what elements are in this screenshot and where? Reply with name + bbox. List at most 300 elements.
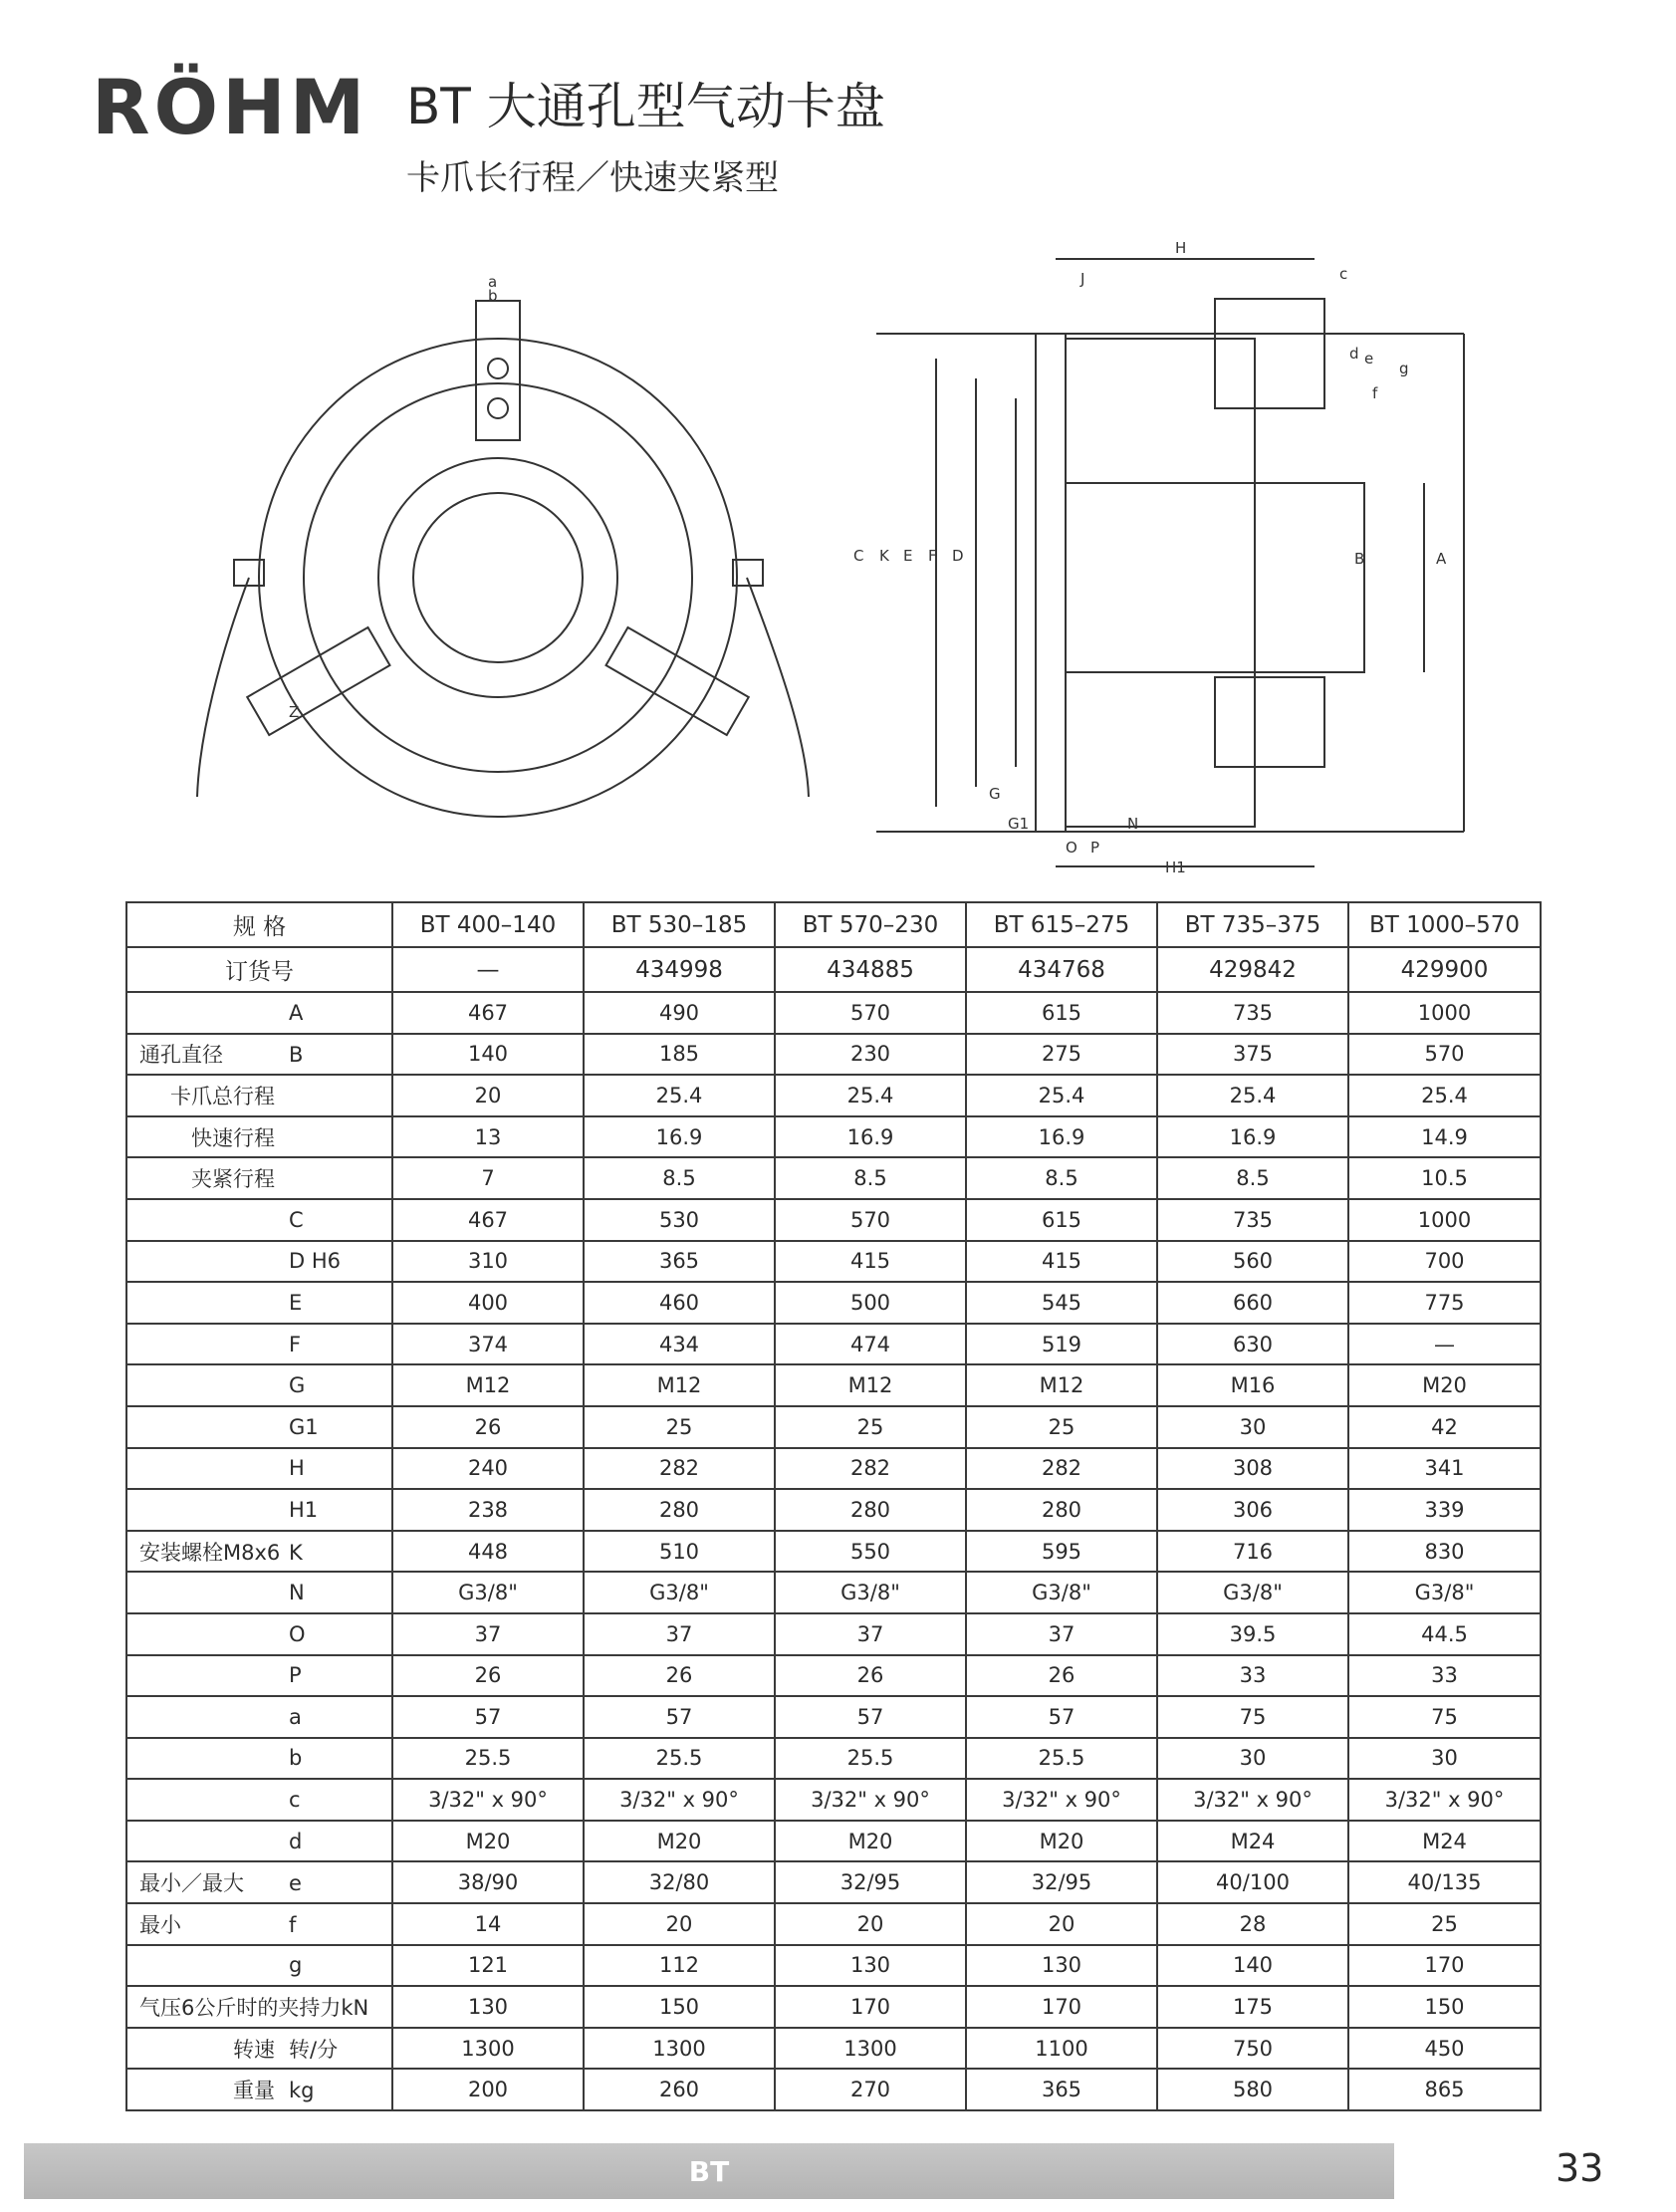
table-cell: M12 [584,1364,775,1406]
table-cell: 8.5 [775,1157,966,1199]
table-cell: 16.9 [1157,1116,1348,1158]
table-cell: 140 [392,1034,584,1076]
table-cell: M20 [1348,1364,1541,1406]
side-jaw-bottom [1215,677,1324,767]
row-label [126,1903,392,1945]
side-body [1066,339,1255,827]
table-cell: 716 [1157,1531,1348,1573]
label-O: O [1066,839,1077,857]
table-cell: 280 [584,1489,775,1531]
table-cell: 140 [1157,1945,1348,1987]
row-symbol: G1 [289,1414,319,1439]
table-row [126,1738,1541,1780]
label-E: E [903,547,913,565]
row-symbol: H [289,1456,305,1481]
table-cell: 75 [1157,1696,1348,1738]
table-cell: 20 [966,1903,1157,1945]
table-cell: M12 [392,1364,584,1406]
table-cell: 660 [1157,1282,1348,1324]
footer-bar [24,2143,1394,2199]
table-cell: 270 [775,2069,966,2110]
table-cell: 25.4 [966,1075,1157,1116]
table-cell: 33 [1348,1655,1541,1697]
table-header-row [126,902,1541,947]
table-cell: 14 [392,1903,584,1945]
table-cell: 1100 [966,2028,1157,2070]
row-symbol: N [289,1581,305,1605]
label-c: c [1339,265,1348,283]
table-cell: — [1348,1324,1541,1365]
side-jaw-top [1215,299,1324,408]
label-a: a [488,273,498,291]
row-label-text: 通孔直径 [139,1043,223,1068]
table-cell: 16.9 [584,1116,775,1158]
row-label-text: 最小／最大 [139,1871,244,1896]
table-row [126,1324,1541,1365]
table-row [126,1655,1541,1697]
row-label [126,1696,392,1738]
table-cell: 30 [1348,1738,1541,1780]
row-symbol: f [289,1912,297,1937]
table-cell: 57 [392,1696,584,1738]
footer-section: BT [688,2155,730,2188]
table-cell: 8.5 [966,1157,1157,1199]
table-cell: 25 [584,1406,775,1448]
table-cell: G3/8" [392,1572,584,1613]
row-symbol: e [289,1871,302,1896]
table-cell: 25 [1348,1903,1541,1945]
spec-table [125,901,1542,2111]
table-row [126,1945,1541,1987]
label-A: A [1436,550,1447,568]
table-cell: 615 [966,992,1157,1034]
row-label-text: 卡爪总行程 [170,1084,275,1108]
table-cell: 415 [966,1241,1157,1283]
table-cell: 170 [966,1986,1157,2028]
table-row [126,1489,1541,1531]
table-row [126,1241,1541,1283]
table-cell: M24 [1157,1821,1348,1862]
table-cell: 865 [1348,2069,1541,2110]
row-label-text: 转速 [233,2037,275,2062]
table-cell: 415 [775,1241,966,1283]
table-cell: 39.5 [1157,1613,1348,1655]
order-number: 429900 [1348,947,1541,992]
order-number-row [126,947,1541,992]
table-cell: 26 [392,1655,584,1697]
table-cell: 121 [392,1945,584,1987]
table-cell: 570 [1348,1034,1541,1076]
table-cell: 3/32" x 90° [392,1779,584,1821]
row-label [126,1531,392,1573]
table-cell: 530 [584,1199,775,1241]
row-label [126,1075,392,1116]
row-label [126,1241,392,1283]
label-H1: H1 [1165,859,1186,876]
table-cell: 44.5 [1348,1613,1541,1655]
row-symbol: d [289,1829,303,1853]
table-cell: G3/8" [966,1572,1157,1613]
table-cell: 238 [392,1489,584,1531]
order-label: 订货号 [126,947,392,992]
label-J: J [1080,270,1085,288]
model-cell: BT 400–140 [392,902,584,947]
row-symbol: P [289,1663,302,1688]
table-cell: 374 [392,1324,584,1365]
label-B: B [1354,550,1365,568]
table-cell: 33 [1157,1655,1348,1697]
table-cell: 595 [966,1531,1157,1573]
table-cell: M20 [392,1821,584,1862]
table-cell: 434 [584,1324,775,1365]
table-row [126,2028,1541,2070]
row-label [126,1572,392,1613]
row-symbol: D H6 [289,1249,341,1274]
table-cell: 37 [584,1613,775,1655]
row-label [126,1986,392,2028]
row-label [126,1406,392,1448]
table-cell: 3/32" x 90° [1348,1779,1541,1821]
side-bore [1066,483,1364,672]
table-cell: 26 [392,1406,584,1448]
table-cell: M16 [1157,1364,1348,1406]
table-cell: 570 [775,992,966,1034]
row-label-text: 夹紧行程 [191,1167,275,1192]
table-cell: G3/8" [1348,1572,1541,1613]
table-cell: 40/135 [1348,1861,1541,1903]
row-label-text: 气压6公斤时的夹持力 [139,1996,342,2021]
row-symbol: kN [341,1996,369,2021]
row-symbol: kg [289,2079,315,2103]
table-row [126,2069,1541,2110]
table-cell: 25.5 [584,1738,775,1780]
table-cell: 37 [966,1613,1157,1655]
table-cell: 630 [1157,1324,1348,1365]
table-cell: 130 [392,1986,584,2028]
side-front-flange [1036,334,1066,832]
table-cell: 500 [775,1282,966,1324]
table-cell: G3/8" [1157,1572,1348,1613]
table-cell: 280 [966,1489,1157,1531]
table-cell: 130 [966,1945,1157,1987]
model-cell: BT 735–375 [1157,902,1348,947]
model-cell: BT 615–275 [966,902,1157,947]
table-row [126,1779,1541,1821]
table-cell: 25.4 [1348,1075,1541,1116]
table-cell: M20 [584,1821,775,1862]
table-cell: 25.4 [775,1075,966,1116]
table-cell: 375 [1157,1034,1348,1076]
table-cell: 32/95 [966,1861,1157,1903]
table-row [126,1821,1541,1862]
model-cell: BT 530–185 [584,902,775,947]
row-symbol: K [289,1540,303,1565]
table-cell: 14.9 [1348,1116,1541,1158]
table-cell: 16.9 [966,1116,1157,1158]
table-cell: 282 [775,1448,966,1490]
air-hose-right [747,578,809,797]
row-label [126,1282,392,1324]
table-cell: 448 [392,1531,584,1573]
table-cell: 3/32" x 90° [775,1779,966,1821]
order-number: 434998 [584,947,775,992]
table-row [126,1572,1541,1613]
table-cell: 170 [775,1986,966,2028]
table-cell: 735 [1157,992,1348,1034]
table-cell: 775 [1348,1282,1541,1324]
table-cell: 26 [584,1655,775,1697]
table-cell: 185 [584,1034,775,1076]
table-cell: 750 [1157,2028,1348,2070]
row-label-text: 安装螺栓M8x6 [139,1540,281,1565]
table-cell: 57 [584,1696,775,1738]
table-row [126,1282,1541,1324]
table-row [126,1903,1541,1945]
row-label [126,1655,392,1697]
row-label [126,1199,392,1241]
chuck-outer-ring [259,339,737,817]
table-cell: 7 [392,1157,584,1199]
row-symbol: g [289,1953,303,1978]
label-K: K [879,547,889,565]
header-label: 规 格 [126,902,392,947]
row-symbol: c [289,1788,301,1813]
through-hole [413,493,583,662]
table-cell: 474 [775,1324,966,1365]
page-number: 33 [1556,2146,1604,2190]
table-cell: 306 [1157,1489,1348,1531]
table-cell: 310 [392,1241,584,1283]
table-cell: G3/8" [584,1572,775,1613]
table-cell: 8.5 [1157,1157,1348,1199]
table-cell: 40/100 [1157,1861,1348,1903]
table-cell: 25.5 [775,1738,966,1780]
table-cell: 280 [775,1489,966,1531]
table-row [126,1531,1541,1573]
brand-logo: RÖHM [92,63,369,151]
label-d: d [1349,345,1359,363]
row-label [126,1861,392,1903]
table-cell: G3/8" [775,1572,966,1613]
chuck-body [304,383,692,772]
table-cell: 700 [1348,1241,1541,1283]
table-cell: 560 [1157,1241,1348,1283]
air-hose-left [197,578,249,797]
table-cell: 57 [966,1696,1157,1738]
page-title: BT 大通孔型气动卡盘 [406,78,885,135]
table-cell: 20 [775,1903,966,1945]
table-cell: 175 [1157,1986,1348,2028]
table-cell: 1300 [392,2028,584,2070]
model-cell: BT 1000–570 [1348,902,1541,947]
table-cell: 240 [392,1448,584,1490]
table-cell: 275 [966,1034,1157,1076]
table-cell: 545 [966,1282,1157,1324]
table-cell: 25.4 [584,1075,775,1116]
model-cell: BT 570–230 [775,902,966,947]
table-cell: 308 [1157,1448,1348,1490]
table-row [126,1034,1541,1076]
row-symbol: A [289,1000,304,1025]
table-cell: 519 [966,1324,1157,1365]
table-cell: M20 [966,1821,1157,1862]
table-cell: 3/32" x 90° [966,1779,1157,1821]
table-cell: M12 [775,1364,966,1406]
table-cell: 28 [1157,1903,1348,1945]
table-cell: 341 [1348,1448,1541,1490]
row-symbol: C [289,1207,304,1232]
table-cell: 365 [966,2069,1157,2110]
row-symbol: 转/分 [289,2037,339,2062]
table-row [126,1696,1541,1738]
table-cell: 10.5 [1348,1157,1541,1199]
table-row [126,1116,1541,1158]
label-F: F [928,547,937,565]
table-cell: 490 [584,992,775,1034]
row-symbol: G [289,1373,306,1398]
row-label-text: 快速行程 [191,1125,275,1150]
table-cell: 230 [775,1034,966,1076]
order-number: 434768 [966,947,1157,992]
table-cell: 615 [966,1199,1157,1241]
row-symbol: E [289,1290,303,1315]
table-cell: 112 [584,1945,775,1987]
row-label [126,1034,392,1076]
label-C: C [853,547,864,565]
table-cell: 75 [1348,1696,1541,1738]
table-cell: 1300 [775,2028,966,2070]
row-label [126,1116,392,1158]
row-label [126,1613,392,1655]
table-row [126,1613,1541,1655]
table-cell: 13 [392,1116,584,1158]
table-cell: 32/95 [775,1861,966,1903]
table-cell: 282 [966,1448,1157,1490]
label-P: P [1090,839,1100,857]
row-label [126,2069,392,2110]
table-cell: 1000 [1348,1199,1541,1241]
table-cell: 25.5 [966,1738,1157,1780]
table-cell: 3/32" x 90° [584,1779,775,1821]
label-f: f [1372,384,1378,402]
table-row [126,1406,1541,1448]
table-cell: 580 [1157,2069,1348,2110]
table-cell: 32/80 [584,1861,775,1903]
table-cell: 57 [775,1696,966,1738]
table-cell: 37 [392,1613,584,1655]
technical-drawing [179,239,1514,886]
label-b: b [488,287,498,305]
row-symbol: b [289,1746,303,1771]
row-symbol: a [289,1704,302,1729]
row-symbol: O [289,1621,306,1646]
table-cell: 16.9 [775,1116,966,1158]
table-row [126,1861,1541,1903]
label-G: G [989,785,1001,803]
table-cell: 150 [584,1986,775,2028]
row-symbol: H1 [289,1497,319,1522]
table-cell: 150 [1348,1986,1541,2028]
table-cell: 25.4 [1157,1075,1348,1116]
row-label [126,1489,392,1531]
row-label [126,992,392,1034]
label-G1: G1 [1008,815,1030,833]
label-g: g [1399,360,1409,377]
row-label [126,1945,392,1987]
row-symbol: B [289,1043,304,1068]
table-row [126,992,1541,1034]
table-cell: 1300 [584,2028,775,2070]
row-label [126,1157,392,1199]
table-cell: 830 [1348,1531,1541,1573]
row-label [126,1779,392,1821]
table-cell: 26 [775,1655,966,1697]
row-label [126,1738,392,1780]
table-cell: 467 [392,992,584,1034]
row-label [126,1324,392,1365]
label-e: e [1364,350,1374,368]
label-z: Z [289,703,300,721]
table-cell: 260 [584,2069,775,2110]
table-cell: 450 [1348,2028,1541,2070]
label-N: N [1127,815,1139,833]
table-cell: 200 [392,2069,584,2110]
table-row [126,1364,1541,1406]
table-cell: 510 [584,1531,775,1573]
table-cell: 20 [584,1903,775,1945]
order-number: — [392,947,584,992]
table-cell: 550 [775,1531,966,1573]
table-cell: 735 [1157,1199,1348,1241]
table-cell: M24 [1348,1821,1541,1862]
table-cell: 25 [775,1406,966,1448]
table-cell: 25 [966,1406,1157,1448]
table-cell: 26 [966,1655,1157,1697]
table-cell: 170 [1348,1945,1541,1987]
table-cell: M12 [966,1364,1157,1406]
table-cell: 30 [1157,1738,1348,1780]
table-cell: 20 [392,1075,584,1116]
table-row [126,1199,1541,1241]
table-row [126,1448,1541,1490]
row-label [126,1821,392,1862]
table-cell: 570 [775,1199,966,1241]
table-cell: 460 [584,1282,775,1324]
table-cell: 365 [584,1241,775,1283]
table-cell: 282 [584,1448,775,1490]
order-number: 434885 [775,947,966,992]
table-cell: 3/32" x 90° [1157,1779,1348,1821]
table-cell: 400 [392,1282,584,1324]
table-cell: 130 [775,1945,966,1987]
page-subtitle: 卡爪长行程／快速夹紧型 [406,158,779,198]
table-cell: 42 [1348,1406,1541,1448]
label-D: D [952,547,964,565]
table-row [126,1075,1541,1116]
table-cell: 467 [392,1199,584,1241]
table-cell: 37 [775,1613,966,1655]
row-label [126,2028,392,2070]
order-number: 429842 [1157,947,1348,992]
table-cell: 38/90 [392,1861,584,1903]
table-row [126,1157,1541,1199]
row-label [126,1364,392,1406]
table-cell: 339 [1348,1489,1541,1531]
table-cell: 8.5 [584,1157,775,1199]
table-cell: M20 [775,1821,966,1862]
table-cell: 1000 [1348,992,1541,1034]
label-H: H [1175,239,1187,257]
